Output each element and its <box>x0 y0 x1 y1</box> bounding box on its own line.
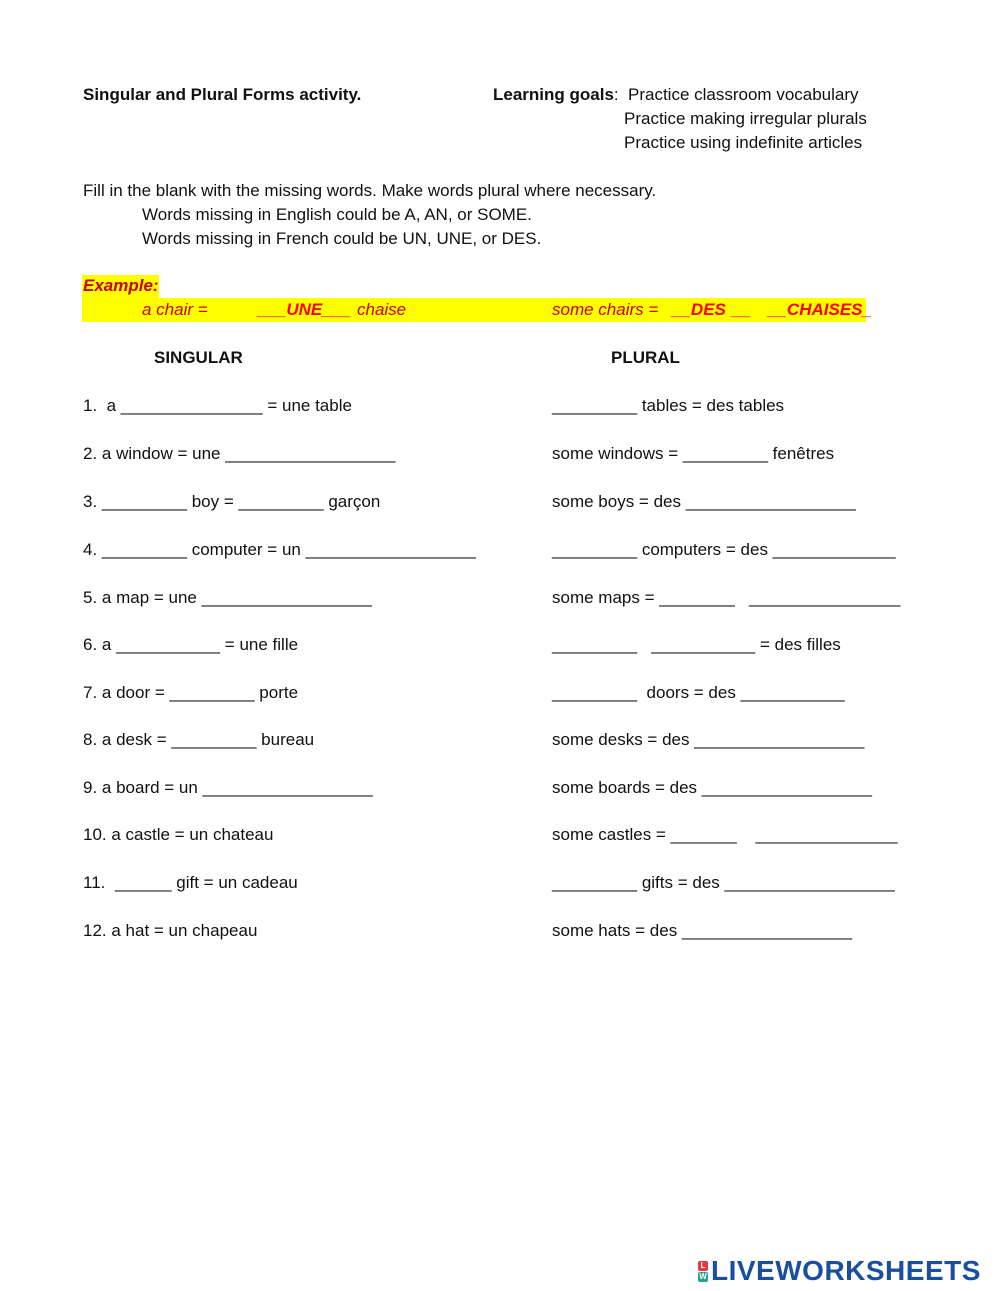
item-11-singular[interactable]: 11. ______ gift = un cadeau <box>83 873 298 892</box>
plural-column-heading: PLURAL <box>611 348 680 367</box>
item-7-singular[interactable]: 7. a door = _________ porte <box>83 683 299 702</box>
logo-block-l: L <box>698 1261 708 1271</box>
item-9-singular[interactable]: 9. a board = un __________________ <box>83 778 373 797</box>
item-2-plural[interactable]: some windows = _________ fenêtres <box>552 444 835 463</box>
item-3-plural[interactable]: some boys = des __________________ <box>552 492 856 511</box>
learning-goal-2: Practice making irregular plurals <box>624 109 867 128</box>
learning-goal-3: Practice using indefinite articles <box>624 133 863 152</box>
example-right-prefix: some chairs = <box>552 300 659 319</box>
liveworksheets-logo <box>698 1256 981 1286</box>
item-7-plural[interactable]: _________ doors = des ___________ <box>552 683 845 702</box>
example-label: Example: <box>83 276 159 295</box>
worksheet-title: Singular and Plural Forms activity. <box>83 85 362 104</box>
item-2-singular[interactable]: 2. a window = une __________________ <box>83 444 396 463</box>
example-blank: ___ <box>322 300 351 319</box>
item-1-singular[interactable]: 1. a _______________ = une table <box>83 396 352 415</box>
item-10-singular[interactable]: 10. a castle = un chateau <box>83 825 274 844</box>
logo-icon <box>698 1261 708 1282</box>
example-answer-chaises: CHAISES <box>786 300 863 319</box>
item-10-plural[interactable]: some castles = _______ _______________ <box>552 825 898 844</box>
item-11-plural[interactable]: _________ gifts = des __________________ <box>552 873 895 892</box>
learning-goals-label: Learning goals <box>493 85 614 104</box>
singular-column-heading: SINGULAR <box>154 348 243 367</box>
item-5-singular[interactable]: 5. a map = une __________________ <box>83 588 372 607</box>
item-6-singular[interactable]: 6. a ___________ = une fille <box>83 635 299 654</box>
item-12-singular[interactable]: 12. a hat = un chapeau <box>83 921 258 940</box>
example-left-prefix: a chair = <box>142 300 208 319</box>
logo-block-w: W <box>699 1271 707 1281</box>
logo-text: LIVEWORKSHEETS <box>711 1255 981 1286</box>
learning-goals-heading <box>493 84 619 106</box>
example-answer-une: UNE <box>286 300 323 319</box>
example-blank: _ <box>862 300 872 319</box>
example-blank: __ <box>672 300 691 319</box>
example-right-answer-1 <box>672 299 751 321</box>
example-blank: ___ <box>258 300 287 319</box>
learning-goals-colon: : <box>613 85 619 104</box>
item-3-singular[interactable]: 3. _________ boy = _________ garçon <box>83 492 381 511</box>
example-left-word: chaise <box>357 300 407 319</box>
item-5-plural[interactable]: some maps = ________ ________________ <box>552 588 901 607</box>
item-6-plural[interactable]: _________ ___________ = des filles <box>552 635 841 654</box>
learning-goal-1: Practice classroom vocabulary <box>628 85 859 104</box>
item-1-plural[interactable]: _________ tables = des tables <box>552 396 785 415</box>
item-9-plural[interactable]: some boards = des __________________ <box>552 778 872 797</box>
item-4-plural[interactable]: _________ computers = des _____________ <box>552 540 896 559</box>
item-4-singular[interactable]: 4. _________ computer = un __________________ <box>83 540 476 559</box>
item-8-plural[interactable]: some desks = des __________________ <box>552 730 865 749</box>
example-right-answer-2 <box>768 299 872 321</box>
instructions-french: Words missing in French could be UN, UNE, or DES. <box>142 229 542 248</box>
instructions-main: Fill in the blank with the missing words. Make words plural where necessary. <box>83 181 657 200</box>
item-8-singular[interactable]: 8. a desk = _________ bureau <box>83 730 315 749</box>
example-answer-des: DES <box>690 300 726 319</box>
example-left-answer <box>258 299 351 321</box>
item-12-plural[interactable]: some hats = des __________________ <box>552 921 853 940</box>
example-blank: __ <box>731 300 751 319</box>
instructions-english: Words missing in English could be A, AN, or SOME. <box>142 205 532 224</box>
example-blank: __ <box>768 300 787 319</box>
